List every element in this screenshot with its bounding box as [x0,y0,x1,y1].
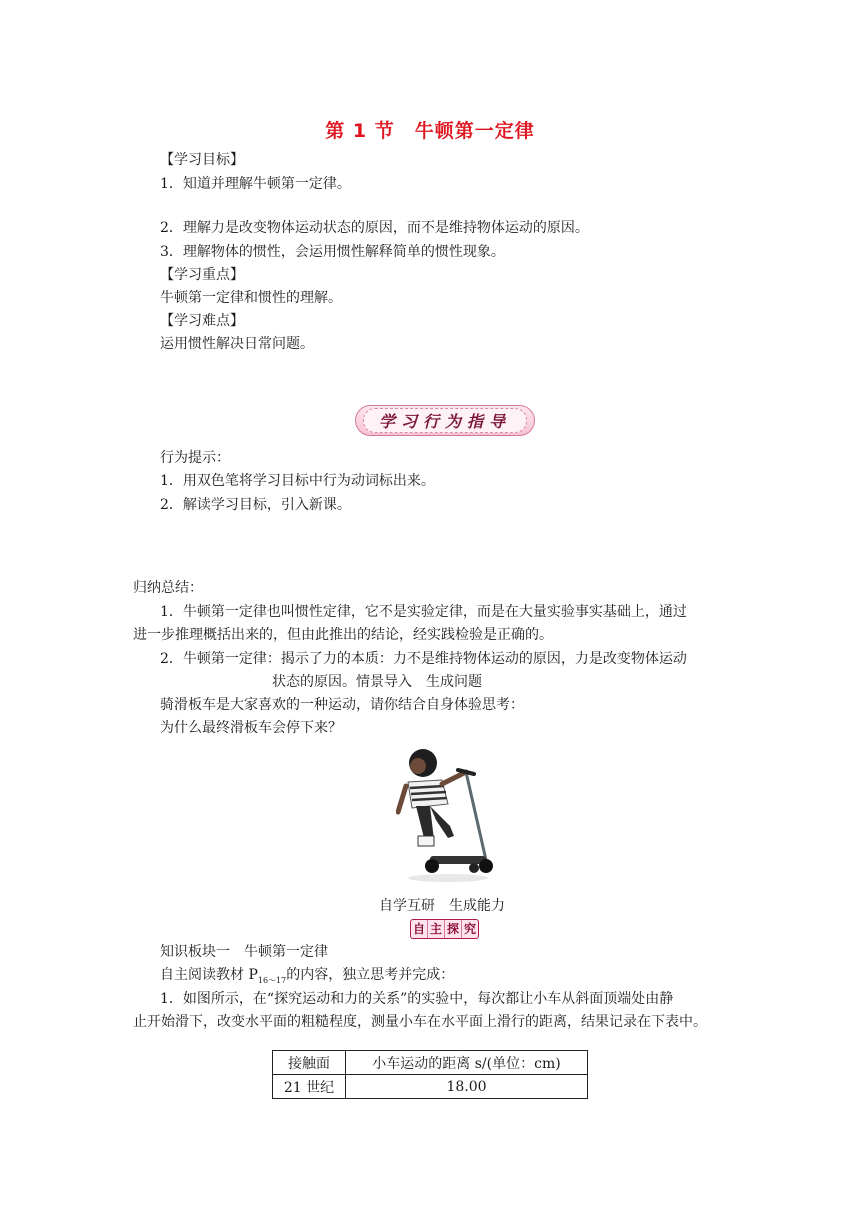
objective-item: 3．理解物体的惯性，会运用惯性解释简单的惯性现象。 [160,244,505,260]
hint-item: 1．用双色笔将学习目标中行为动词标出来。 [160,473,435,489]
page-title: 第 1 节 牛顿第一定律 [325,120,535,142]
summary-text: 1．牛顿第一定律也叫惯性定律，它不是实验定律，而是在大量实验事实基础上，通过 [160,604,687,620]
tag-char: 探 [445,920,462,938]
summary-text: 进一步推理概括出来的，但由此推出的结论，经实践检验是正确的。 [133,627,553,643]
tag-char: 自 [411,920,428,938]
objective-item: 1．知道并理解牛顿第一定律。 [160,176,351,192]
table-header: 小车运动的距离 s/(单位：cm) [346,1051,588,1075]
scenario-question: 为什么最终滑板车会停下来？ [160,720,342,736]
reading-prefix: 自主阅读教材 P [160,967,258,983]
table-row [273,1075,588,1099]
hint-item: 2．解读学习目标，引入新课。 [160,497,351,513]
summary-text: 状态的原因。情景导入 生成问题 [272,674,482,690]
table-cell: 21 世纪 [273,1075,346,1099]
summary-text: 2．牛顿第一定律：揭示了力的本质：力不是维持物体运动的原因，力是改变物体运动 [160,651,687,667]
page-range: 16～17 [257,975,287,985]
table-cell: 18.00 [346,1075,588,1099]
scooter-child-photo [396,742,500,884]
objectives-heading: 【学习目标】 [160,152,244,168]
self-study-tag [410,919,479,939]
results-table [272,1050,588,1099]
tag-char: 主 [428,920,445,938]
summary-heading: 归纳总结： [133,580,203,596]
tag-char: 究 [464,922,477,936]
question-text: 1．如图所示，在“探究运动和力的关系”的实验中，每次都让小车从斜面顶端处由静 [160,991,674,1007]
question-text: 止开始滑下，改变水平面的粗糙程度，测量小车在水平面上滑行的距离，结果记录在下表中。 [133,1014,707,1030]
table-header: 接触面 [273,1051,346,1075]
banner-label: 学习行为指导 [363,408,527,433]
key-points-heading: 【学习重点】 [160,267,244,283]
difficulties-text: 运用惯性解决日常问题。 [160,336,314,352]
section-banner [355,405,535,436]
reading-suffix: 的内容，独立思考并完成： [286,967,455,983]
objective-item: 2．理解力是改变物体运动状态的原因，而不是维持物体运动的原因。 [160,220,589,236]
key-points-text: 牛顿第一定律和惯性的理解。 [160,290,342,306]
section-heading: 自学互研 生成能力 [379,898,505,914]
module-title: 知识板块一 牛顿第一定律 [160,944,328,960]
scenario-text: 骑滑板车是大家喜欢的一种运动，请你结合自身体验思考： [160,697,524,713]
reading-instruction [160,965,454,991]
difficulties-heading: 【学习难点】 [160,313,244,329]
table-header-row [273,1051,588,1075]
hints-heading: 行为提示： [160,450,230,466]
